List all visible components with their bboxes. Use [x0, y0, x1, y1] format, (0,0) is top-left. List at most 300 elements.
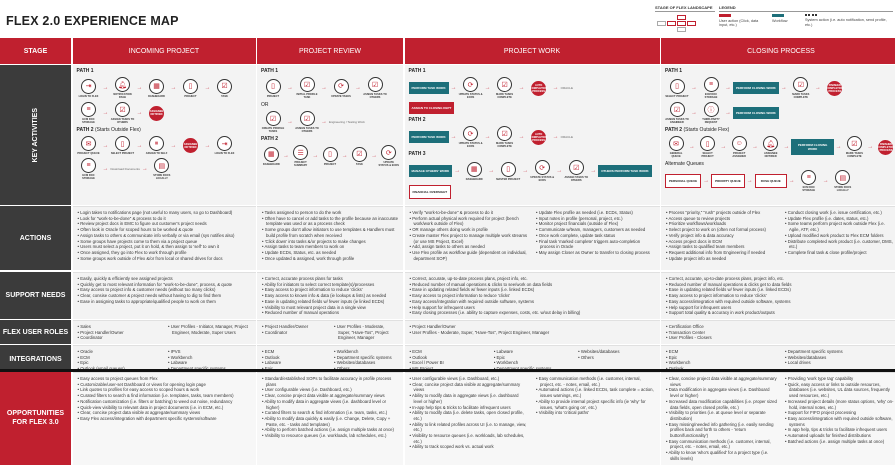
list-item: • Workbench: [666, 360, 777, 366]
flow-step[interactable]: [145, 136, 169, 155]
list-item: • Once work complete, update task status: [536, 233, 655, 239]
mini-stage-box: [667, 21, 676, 26]
list-item: • Once updated & assigned, work through profile: [262, 256, 398, 262]
row-label: SUPPORT NEEDS: [0, 272, 71, 319]
row-label: INTEGRATIONS: [0, 345, 71, 375]
list-item: • In app help, tips & tricks to facilitate infrequent users: [785, 427, 895, 433]
checkbox-icon: ☑: [217, 79, 232, 94]
step-label: ASSIGN TASKS TO OTHERS: [110, 118, 135, 124]
list-item: • Easy communication methods (i.e. customer, internal, project, etc. - notes, email, etc.): [666, 439, 777, 450]
refresh-icon: ⟳: [381, 145, 396, 160]
workflow-box[interactable]: PERFORM CLOSING WORK: [733, 82, 779, 94]
flow-step[interactable]: [527, 81, 551, 96]
list-item: • Often have to cancel or add tasks to the profile because an inaccurate template was used or as a process check: [262, 216, 398, 227]
database-icon: ≡: [81, 102, 96, 117]
list-item: • User Profiles - Closers: [666, 335, 895, 341]
step-label: UPDATE STATUS & ECDS: [458, 142, 483, 148]
flow-step[interactable]: [261, 111, 285, 133]
path-label: [409, 68, 656, 74]
bullet-list: [262, 324, 326, 341]
list-item: • User Profiles - Moderate, Super, "Have-Tos", Project Engineer, Manager: [334, 324, 398, 341]
flow-step[interactable]: [77, 136, 101, 155]
checkbox-icon: ☑: [670, 102, 685, 117]
flow-step[interactable]: [823, 81, 847, 96]
flow-path: [409, 77, 656, 99]
path-label: [261, 136, 399, 142]
list-item: • Easy access to project information to reduce 'clicks': [666, 293, 895, 299]
list-item: • Input notes in profile (personal, project, etc.): [536, 216, 655, 222]
list-item: • Websites/databases: [785, 355, 895, 361]
step-label: MARK TASKS COMPLETE: [845, 152, 863, 158]
list-item: • Others: [578, 355, 654, 361]
list-item: • Visibility to resource queues (i.e. workloads, lab schedules, etc.): [262, 433, 398, 439]
arrow-right-icon: →: [522, 168, 529, 174]
arrow-right-icon: →: [720, 144, 727, 150]
arrow-right-icon: →: [450, 85, 457, 91]
path-name: PATH 3: [408, 151, 426, 157]
list-item: • Upload modified work product to Flex ECM folders: [785, 233, 895, 239]
list-item: • Easy access/integration with required outside software, systems: [785, 416, 895, 427]
path-name: PATH 1: [408, 68, 426, 74]
flow-step[interactable]: [349, 147, 370, 166]
list-item: • Easy closing processes (i.e. ability to capture expenses, costs, etc. w/out delay in billing): [410, 310, 655, 316]
path-subtitle: (Starts Outside Flex): [94, 127, 141, 133]
step-label: GENERAL QUEUE: [669, 152, 683, 158]
arrow-right-icon: →: [450, 134, 457, 140]
stage-header: INCOMING PROJECT: [73, 37, 256, 64]
legend-label: System action (i.e. auto notification, send profile, etc.): [805, 18, 887, 27]
path-label: [665, 161, 895, 167]
flow-step[interactable]: [261, 79, 285, 98]
flow-step[interactable]: [665, 136, 687, 158]
row-label-text: KEY ACTIVITIES: [32, 107, 39, 163]
integrations-row: [0, 345, 895, 369]
list-item: • Select project to work on (often not formal process): [666, 227, 777, 233]
list-item: • Add, assign tasks to others as needed: [410, 244, 529, 250]
arrow-right-icon: →: [136, 110, 143, 116]
bullet-list: [410, 276, 655, 316]
flow-step[interactable]: [77, 79, 101, 98]
arrow-right-icon: →: [590, 168, 597, 174]
workflow-box[interactable]: PERFORM CLOSING WORK: [791, 139, 834, 155]
flow-step[interactable]: [462, 162, 486, 181]
path-name: PATH 2: [665, 127, 683, 133]
list-item: • Transaction Center: [666, 330, 895, 336]
arrow-right-icon: →: [321, 85, 327, 91]
mail-icon: ✉: [81, 136, 96, 151]
flow-step[interactable]: [213, 136, 237, 155]
flow-step[interactable]: [363, 77, 387, 99]
step-label: TASK: [355, 162, 363, 166]
list-item: • ECM: [666, 349, 777, 355]
list-item: • Some groups work outside of Flex &/or from local or shared drives for docs: [78, 256, 251, 262]
list-item: • Assign tasks to qualified team members: [666, 244, 777, 250]
flow-step[interactable]: [295, 77, 319, 99]
system-action-node: AUTO COMPLETION PROCESS: [531, 81, 546, 96]
bullet-list: [78, 276, 251, 316]
arrow-right-icon: →: [484, 134, 491, 140]
step-label: STORE DOCS LOCALLY: [153, 174, 171, 180]
list-item: • Ability to perform batched actions (i.e. assign multiple tasks at once): [262, 427, 398, 433]
step-label: ASSIGN TASKS TO OTHERS: [363, 93, 387, 99]
list-item: • Outlook: [410, 355, 486, 361]
legend-user-action: [719, 14, 763, 28]
list-item: • Ability to modify data in aggregate views (i.e. dashboard level or higher): [262, 399, 398, 410]
step-label: ECM DOC STORAGE: [802, 186, 816, 192]
checkbox-icon: ☑: [497, 126, 512, 141]
step-label: CREATE PROFILE TASKS: [261, 127, 285, 133]
arrow-right-icon: →: [454, 168, 461, 174]
path-label: [409, 151, 656, 157]
list-item: • User configurable views (i.e. Dashboard, etc.): [262, 387, 398, 393]
arrow-right-icon: →: [102, 85, 109, 91]
dashboard-icon: ▦: [264, 147, 279, 162]
workflow-box[interactable]: RUSH QUEUE: [755, 174, 787, 188]
flow-step[interactable]: [290, 145, 311, 167]
arrow-right-icon: →: [136, 142, 143, 149]
legend-label: Workflow: [772, 18, 788, 23]
system-action-node: AUTO COMPLETION PROCESS: [531, 130, 546, 145]
flow-step[interactable]: [145, 106, 169, 121]
list-item: • Ability to modify data (i.e. delete tasks, open closed profile, etc.): [410, 410, 529, 421]
arrow-right-icon: →: [170, 85, 177, 91]
flow-path: [665, 170, 895, 192]
workflow-box[interactable]: ASSIGN TO CLOSING DEPT: [409, 102, 455, 114]
legend-heading: LEGEND: [719, 5, 893, 12]
list-item: • Easy access to known info & data (ie lookups & lists) as needed: [262, 293, 398, 299]
support-needs-row: [0, 272, 895, 318]
opportunities-cell: [661, 372, 895, 465]
stage-header: PROJECT REVIEW: [257, 37, 403, 64]
bullet-list: [666, 376, 777, 462]
list-item: • Support for FIFO project processing: [785, 410, 895, 416]
list-item: • Clear, consise customer & project needs without having to dig to find them: [78, 293, 251, 299]
step-label: PROJECT: [323, 162, 337, 166]
stage-header: PROJECT WORK: [405, 37, 660, 64]
list-item: • Automated actions (i.e. linked ECDs, task complete = action, issues warnings, etc.): [536, 387, 655, 398]
list-item: • Update Flex profile as needed (i.e. ECDs, Status): [536, 210, 655, 216]
arrow-right-icon: →: [725, 85, 731, 91]
checkbox-icon: ☑: [115, 102, 130, 117]
flow-path: [409, 185, 656, 199]
document-icon: ▯: [700, 136, 715, 151]
red-line-swatch: [719, 14, 731, 17]
list-item: • Clear, concise project data visible at aggregate/summary views: [666, 376, 777, 387]
flow-path: [261, 77, 399, 99]
path-subtitle: (Starts Outside Flex): [683, 127, 730, 133]
path-name: PATH 1: [261, 68, 279, 74]
list-item: • Easy access to project information to reduce 'clicks': [410, 293, 655, 299]
list-item: • Visibility to priorities (i.e. at queue level or separate distribution): [666, 410, 777, 421]
document-icon: ▯: [115, 136, 130, 151]
step-label: PROJECT: [266, 94, 280, 98]
flow-step[interactable]: [493, 126, 517, 148]
step-label: UPDATE STATUS & ECDS: [378, 161, 400, 167]
document-icon: ▯: [183, 79, 198, 94]
arrow-right-icon: →: [556, 168, 563, 174]
flow-step[interactable]: [261, 147, 282, 166]
user-roles-row: [0, 320, 895, 344]
flow-step[interactable]: [111, 102, 135, 124]
system-action-node: FINISHED COMPLETION PROCESS: [878, 140, 893, 155]
flow-step[interactable]: [530, 160, 554, 182]
workflow-box[interactable]: PERFORM TASK WORK: [409, 131, 449, 143]
flow-path: [665, 77, 895, 99]
path-label: [409, 117, 656, 123]
key-activities-cell: [73, 65, 256, 205]
dashboard-icon: ▦: [467, 162, 482, 177]
arrow-right-icon: →: [102, 166, 109, 172]
list-item: • Complete final task & close profile/project: [785, 250, 895, 256]
checkbox-icon: ☑: [266, 111, 281, 126]
mini-stage-box: [677, 27, 686, 32]
list-item: • Sales: [78, 324, 161, 330]
actions-cell: [405, 206, 660, 270]
bullet-list: [666, 276, 895, 316]
bullet-list: [78, 376, 251, 462]
bullet-list: [262, 276, 398, 316]
checkbox-icon: ☑: [569, 160, 584, 175]
arrow-right-icon: →: [751, 144, 758, 150]
step-label: MARK TASKS COMPLETE: [496, 142, 514, 148]
mini-stage-box: [677, 15, 686, 20]
flow-step[interactable]: [665, 79, 689, 98]
step-label: NOTIFICATION PAGE: [113, 93, 132, 99]
step-label: DASHBOARD: [465, 177, 483, 181]
list-item: • Quick-view visibility to relevant data in project documents (i.e. in ECM, etc.): [78, 405, 251, 411]
flow-step[interactable]: [875, 140, 895, 155]
bullet-list: [666, 210, 777, 267]
database-icon: ≡: [704, 77, 719, 92]
flow-step[interactable]: [145, 79, 169, 98]
flow-step[interactable]: [179, 138, 203, 153]
workflow-box[interactable]: PERSONAL QUEUE: [665, 174, 701, 188]
list-item: • Reduced number of manual operations: [262, 310, 398, 316]
step-label: UPDATE STATUS & ECDS: [458, 93, 483, 99]
stage-header-row: [0, 37, 895, 64]
arrow-right-icon: →: [136, 85, 143, 91]
refresh-icon: ⟳: [334, 79, 349, 94]
flow-step[interactable]: [459, 77, 483, 99]
flow-step[interactable]: [665, 102, 689, 124]
list-item: • Workbench: [334, 349, 398, 355]
arrow-right-icon: →: [355, 85, 361, 91]
list-item: • Create master Flex project to manage multiple work streams (or use MS Project, Excel): [410, 233, 529, 244]
row-label: ACTIONS: [0, 206, 71, 270]
flow-step[interactable]: [564, 160, 588, 182]
opportunities-cell: [405, 372, 660, 465]
list-item: • Easy access/integration with required outside software, systems: [410, 299, 655, 305]
list-item: • Curated filters to search & find information (i.e. templates, tasks, team members): [78, 393, 251, 399]
arrow-right-icon: →: [688, 144, 695, 150]
user-icon: ☺: [732, 136, 747, 151]
opportunities-cell: [257, 372, 403, 465]
checkbox-icon: ☑: [368, 77, 383, 92]
flow-step[interactable]: [111, 77, 135, 99]
list-item: • Automated uploads for finished distributions: [785, 433, 895, 439]
refresh-icon: ⟳: [463, 77, 478, 92]
list-item: • Update project info as needed: [666, 256, 777, 262]
arrow-right-icon: →: [204, 142, 211, 149]
step-label: THIRD-PARTY REQUEST: [702, 118, 720, 124]
support-needs-cell: [257, 272, 403, 319]
arrow-right-icon: →: [371, 153, 378, 159]
step-label: ASSIGNEE NOTIFIED: [764, 152, 778, 158]
list-item: • Excel / Power BI: [410, 360, 486, 366]
list-item: • Ease in updating related fields w/ fewer inputs (i.e. linked ECDs): [666, 287, 895, 293]
legend: [655, 5, 893, 35]
step-label: SELECT PROJECT: [701, 152, 714, 158]
flow-step[interactable]: [699, 102, 723, 124]
path-subtitle: Alternate Queues: [665, 161, 704, 167]
step-label: PROJECT SUMMARY: [293, 161, 308, 167]
list-item: • Ease in assigning tasks to appropriate/qualified people to work on them: [78, 299, 251, 305]
info-icon: ⓘ: [704, 102, 719, 117]
list-item: • Certification Office: [666, 324, 895, 330]
list-item: • Support total quality & accuracy in work product/outputs: [666, 310, 895, 316]
workflow-box[interactable]: PERFORM TASK WORK: [409, 82, 449, 94]
list-item: • Ability for initiators to select correct template(s)/processes: [262, 282, 398, 288]
flow-step[interactable]: [728, 136, 750, 158]
checkbox-icon: ☑: [300, 111, 315, 126]
bullet-list: [536, 210, 655, 267]
mail-icon: ✉: [669, 136, 684, 151]
path-label: [665, 68, 895, 74]
dotted-line-swatch: [805, 14, 817, 16]
list-item: • Verify "work-to-be-done" & process to do it: [410, 210, 529, 216]
flow-step[interactable]: [797, 170, 821, 192]
flow-step[interactable]: [699, 77, 723, 99]
flow-path: [261, 145, 399, 167]
list-item: • Users must select a project, put it on hold, & then assign to 'self' to own it: [78, 244, 251, 250]
list-item: • ECM: [78, 355, 161, 361]
arrow-right-icon: →: [287, 119, 293, 125]
arrow-right-icon: →: [282, 153, 289, 159]
flow-step[interactable]: [697, 136, 719, 158]
list-item: • Correct, accurate, up-to-date process plans, project info, etc.: [410, 276, 655, 282]
stage-landscape-diagram: [655, 13, 713, 33]
flow-step[interactable]: [77, 102, 101, 124]
mini-stage-box: [687, 21, 696, 26]
list-item: • Process "priority," "rush" projects outside of Flex: [666, 210, 777, 216]
flow-step[interactable]: [320, 147, 341, 166]
flow-step[interactable]: [831, 170, 855, 192]
list-item: • ECM: [262, 349, 326, 355]
bullet-list: [334, 324, 398, 341]
arrow-right-icon: →: [552, 134, 559, 140]
list-item: • Ability to provide internal project specific info (ie 'why' for issues, 'what's going on', etc.): [536, 399, 655, 410]
flow-step[interactable]: [843, 136, 865, 158]
path-name: PATH 2: [76, 127, 94, 133]
list-item: • OR manage others doing work in profile: [410, 227, 529, 233]
arrow-right-icon: →: [746, 178, 753, 184]
flow-step[interactable]: [459, 126, 483, 148]
list-item: • Notification customization (i.e. filters or batching) to weed out noise, redundancy: [78, 399, 251, 405]
document-icon: ▯: [323, 147, 338, 162]
flow-step[interactable]: [150, 158, 174, 180]
flow-step[interactable]: [295, 111, 319, 133]
list-icon: ☰: [293, 145, 308, 160]
flow-step[interactable]: [493, 77, 517, 99]
flow-note: ORACLE: [560, 135, 573, 139]
key-activities-cell: [661, 65, 895, 205]
user-roles-cell: [257, 320, 403, 344]
list-item: • Ability to track scoped work vs. actual work: [410, 444, 529, 450]
flow-step[interactable]: [496, 162, 520, 181]
workflow-box[interactable]: MANAGE OTHERS' WORK: [409, 165, 453, 177]
list-item: • Coordinator: [78, 335, 161, 341]
divider-line: [0, 369, 895, 372]
flow-step[interactable]: [329, 79, 353, 98]
teal-line-swatch: [772, 14, 784, 17]
flow-step[interactable]: [179, 79, 203, 98]
list-item: • In-app help tips & tricks to facilitate infrequent users: [410, 405, 529, 411]
workflow-box[interactable]: FINANCIAL OVERSIGHT: [409, 185, 452, 199]
list-item: • Reduced number of manual operations & clicks to see/work on data fields: [410, 282, 655, 288]
list-item: • Department specific systems: [334, 355, 398, 361]
list-item: • Easily, quickly & efficiently see assigned projects: [78, 276, 251, 282]
checkbox-icon: ☑: [352, 147, 367, 162]
arrow-right-icon: →: [518, 134, 525, 140]
flow-path: [409, 160, 656, 182]
list-item: • IPVS: [168, 349, 251, 355]
list-item: • Websites/databases: [578, 349, 654, 355]
bell-icon: 🔔︎: [115, 77, 130, 92]
system-action-node: ASSIGNEE NOTIFIED: [183, 138, 198, 153]
checkbox-icon: ☑: [497, 77, 512, 92]
list-item: • Visibility into 'critical paths': [536, 410, 655, 416]
step-label: ECM DOC STORAGE: [82, 118, 95, 124]
workflow-box[interactable]: OTHERS PERFORM TASK WORK: [598, 165, 651, 177]
bullet-list: [785, 210, 895, 267]
step-label: ASSIGN TASKS TO OTHERS: [564, 176, 588, 182]
checkbox-icon: ☑: [300, 77, 315, 92]
arrow-right-icon: →: [691, 110, 697, 116]
list-item: • Customizable/user-set Dashboard or views for opening login page: [78, 382, 251, 388]
bullet-list: [410, 210, 529, 267]
flow-step[interactable]: [77, 158, 101, 180]
arrow-right-icon: →: [518, 85, 525, 91]
step-label: PROJECT: [184, 94, 197, 98]
flow-step[interactable]: [789, 77, 813, 99]
path-label: [77, 68, 252, 74]
arrow-right-icon: →: [484, 85, 491, 91]
step-label: ASSIGN TASKS TO OTHERS: [295, 127, 319, 133]
step-label: ASSIGN TO SELF: [145, 152, 168, 155]
step-label: SELECT PROJECT: [110, 152, 135, 155]
step-label: DASHBOARD: [262, 162, 280, 166]
flow-step[interactable]: [379, 145, 400, 167]
flow-step[interactable]: [527, 130, 551, 145]
arrow-right-icon: →: [341, 153, 348, 159]
flow-path: [409, 126, 656, 148]
flow-path: [665, 102, 895, 124]
document-icon: ▯: [670, 79, 685, 94]
workflow-box[interactable]: PERFORM CLOSING WORK: [733, 107, 779, 119]
user-roles-cell: [73, 320, 256, 344]
list-item: • Workbench: [168, 355, 251, 361]
list-item: • Ability to know 'who's qualified' for a project type (i.e. skills levels): [666, 450, 777, 461]
list-item: • Batched actions (i.e. assign multiple tasks at once): [785, 439, 895, 445]
flow-step[interactable]: [213, 79, 237, 98]
step-label: ECM DOC STORAGE: [82, 174, 95, 180]
user-roles-cell: [405, 320, 660, 344]
flow-step[interactable]: [760, 136, 782, 158]
workflow-box[interactable]: PRIORITY QUEUE: [711, 174, 745, 188]
list-item: • Epic: [494, 355, 570, 361]
list-item: • Review project docs in EMC to figure out customer's project needs: [78, 221, 251, 227]
flow-step[interactable]: [111, 136, 135, 155]
